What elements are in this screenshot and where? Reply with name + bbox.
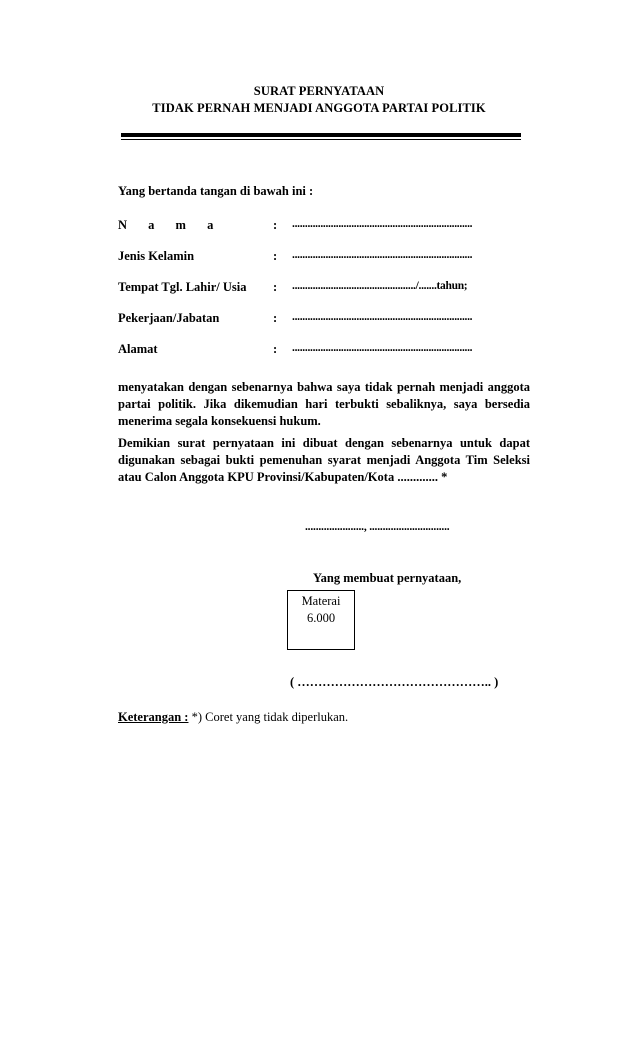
field-value: ...................................................................... (292, 249, 473, 261)
field-value: ...................................................................... (292, 311, 473, 323)
statement-paragraph: menyatakan dengan sebenarnya bahwa saya tidak pernah menjadi anggota partai politik. Jika dikemudian hari terbukti sebaliknya, saya bersedia menerima segala konsekuensi hukum. (118, 380, 530, 428)
field-tempat-tgl-lahir (118, 280, 538, 298)
field-label: N a m a (118, 218, 223, 232)
field-pekerjaan (118, 311, 538, 329)
field-value: ................................................/.......tahun; (292, 280, 468, 292)
document-subtitle: TIDAK PERNAH MENJADI ANGGOTA PARTAI POLITIK (152, 101, 486, 115)
field-alamat (118, 342, 538, 360)
field-colon: : (273, 342, 278, 356)
signer-label: Yang membuat pernyataan, (313, 571, 462, 585)
field-colon: : (273, 280, 278, 294)
stamp-label: Materai (301, 594, 341, 608)
note-label: Keterangan : (118, 710, 189, 724)
field-value: ...................................................................... (292, 218, 473, 230)
field-value: ...................................................................... (292, 342, 473, 354)
place-date-line: ......................, .............................. (305, 521, 450, 533)
field-label: Jenis Kelamin (118, 249, 195, 263)
field-colon: : (273, 311, 278, 325)
note (118, 710, 348, 725)
stamp-value: 6.000 (306, 611, 336, 625)
field-label: Alamat (118, 342, 158, 356)
closing-paragraph: Demikian surat pernyataan ini dibuat dengan sebenarnya untuk dapat digunakan sebagai bukti pemenuhan syarat menjadi Anggota Tim Seleksi atau Calon Anggota KPU Provinsi/Kabupaten/Kota ............. * (118, 436, 530, 484)
field-colon: : (273, 218, 278, 232)
header-rule-thick (121, 133, 521, 137)
field-label: Tempat Tgl. Lahir/ Usia (118, 280, 247, 294)
field-label: Pekerjaan/Jabatan (118, 311, 220, 325)
field-nama (118, 218, 538, 236)
signature-name-line: ( ……………………………………….. ) (290, 675, 499, 689)
field-jenis-kelamin (118, 249, 538, 267)
document-title: SURAT PERNYATAAN (253, 84, 385, 98)
field-colon: : (273, 249, 278, 263)
intro-text: Yang bertanda tangan di bawah ini : (118, 184, 314, 198)
header-rule-thin (121, 139, 521, 140)
note-text: *) Coret yang tidak diperlukan. (188, 710, 349, 724)
stamp-box (287, 590, 355, 650)
